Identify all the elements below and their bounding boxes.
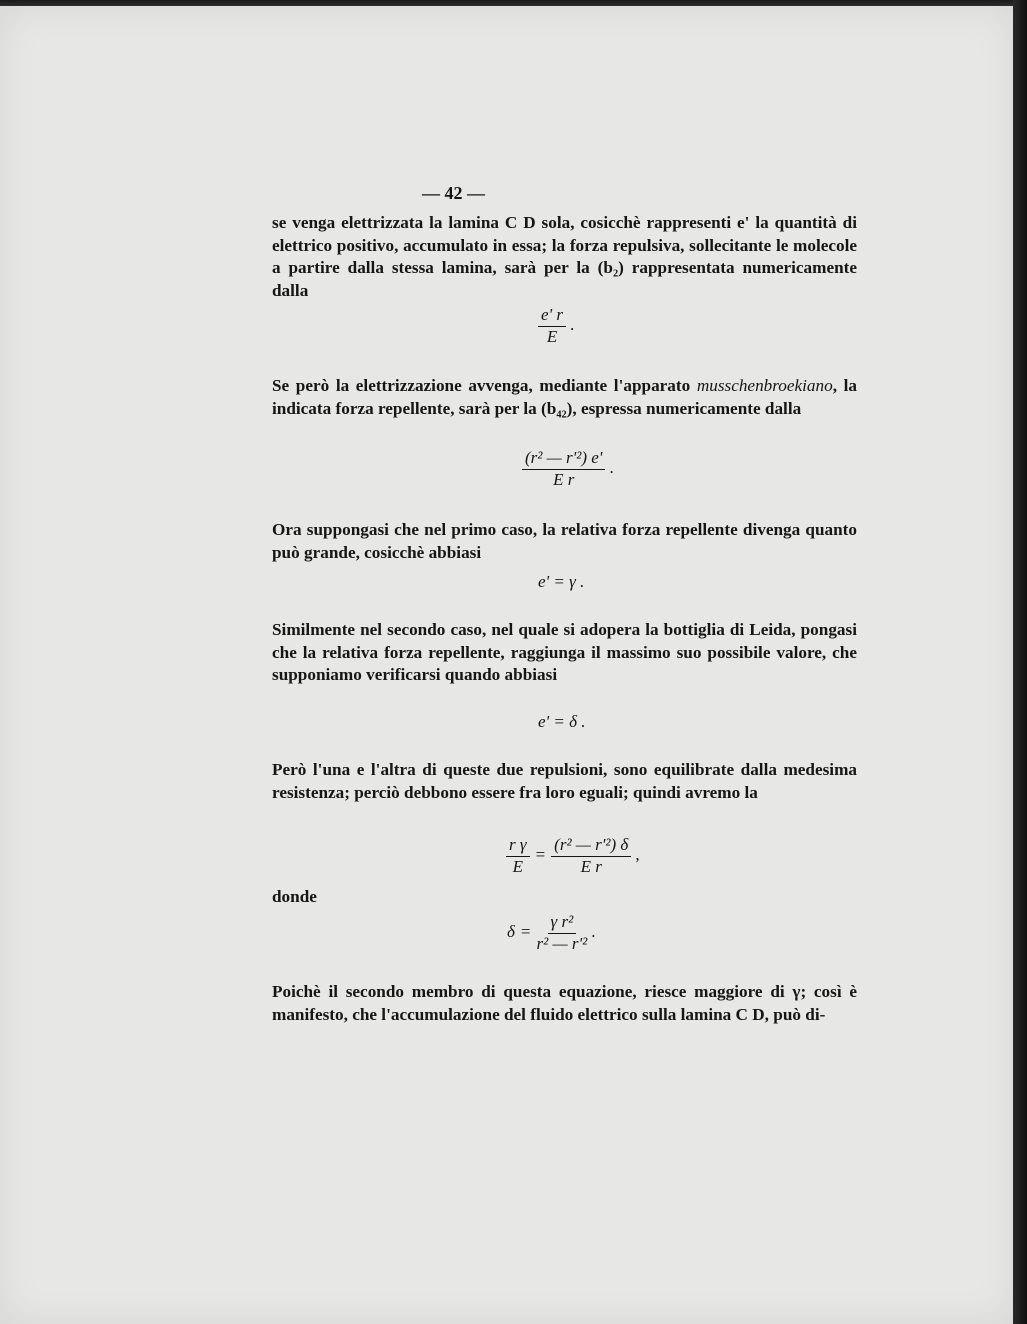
formula-5-left-numerator: r γ — [506, 836, 530, 857]
formula-5-equals: = — [535, 844, 546, 864]
paragraph-3: Ora suppongasi che nel primo caso, la relativa forza repellente divenga quanto può grande, cosicchè abbiasi — [272, 520, 857, 562]
paragraph-2-italic: musschenbroekiano — [696, 376, 833, 395]
page-number: — 42 — — [422, 183, 485, 203]
formula-6-equals: = — [520, 921, 531, 941]
formula-3: e' = γ . — [538, 572, 585, 591]
word-donde: donde — [272, 887, 317, 906]
paragraph-6: Poichè il secondo membro di questa equazione, riesce maggiore di γ; così è manifesto, che l'accumulazione del fluido elettrico sulla lamina C D, può di- — [272, 982, 857, 1024]
formula-6-denominator: r² — r'² — [536, 934, 588, 953]
formula-6-punct: . — [591, 921, 596, 941]
paragraph-2-start: Se però la elettrizzazione avvenga, mediante l'apparato — [272, 376, 691, 395]
formula-5-right-denominator: E r — [580, 857, 602, 876]
formula-1-punct: . — [570, 314, 575, 334]
formula-5-right-numerator: (r² — r'²) δ — [551, 836, 631, 857]
formula-1-denominator: E — [546, 327, 558, 346]
formula-6 — [507, 913, 595, 953]
formula-5 — [506, 836, 640, 876]
paragraph-2 — [272, 375, 857, 420]
formula-4: e' = δ . — [538, 712, 586, 731]
formula-6-numerator: γ r² — [548, 913, 577, 934]
formula-2-denominator: E r — [553, 470, 575, 489]
paragraph-5: Però l'una e l'altra di queste due repulsioni, sono equilibrate dalla medesima resistenza; perciò debbono essere fra loro eguali; quindi avremo la — [272, 760, 857, 802]
formula-6-lhs: δ — [507, 921, 515, 941]
formula-2-numerator: (r² — r'²) e' — [522, 449, 605, 470]
paragraph-1: se venga elettrizzata la lamina C D sola, cosicchè rappresenti e' la quantità di elettrico positivo, accumulato in essa; la forza repulsiva, sollecitante le molecole a partire dalla stessa lamina, sarà per la (b₂) rappresentata numericamente dalla — [272, 213, 857, 300]
formula-5-punct: , — [635, 844, 640, 864]
formula-1-numerator: e' r — [538, 306, 566, 327]
scan-right-edge — [1013, 0, 1027, 1324]
formula-2-punct: . — [609, 457, 614, 477]
paragraph-4: Similmente nel secondo caso, nel quale si adopera la bottiglia di Leida, pongasi che la relativa forza repellente, raggiunga il massimo suo possibile valore, che supponiamo verificarsi quando abbiasi — [272, 620, 857, 685]
paragraph-2-end: , la indicata forza repellente, sarà per la (b₄₂), espressa numericamente dalla — [272, 376, 857, 418]
formula-1 — [538, 306, 574, 346]
formula-2 — [522, 449, 614, 489]
formula-5-left-denominator: E — [512, 857, 523, 876]
